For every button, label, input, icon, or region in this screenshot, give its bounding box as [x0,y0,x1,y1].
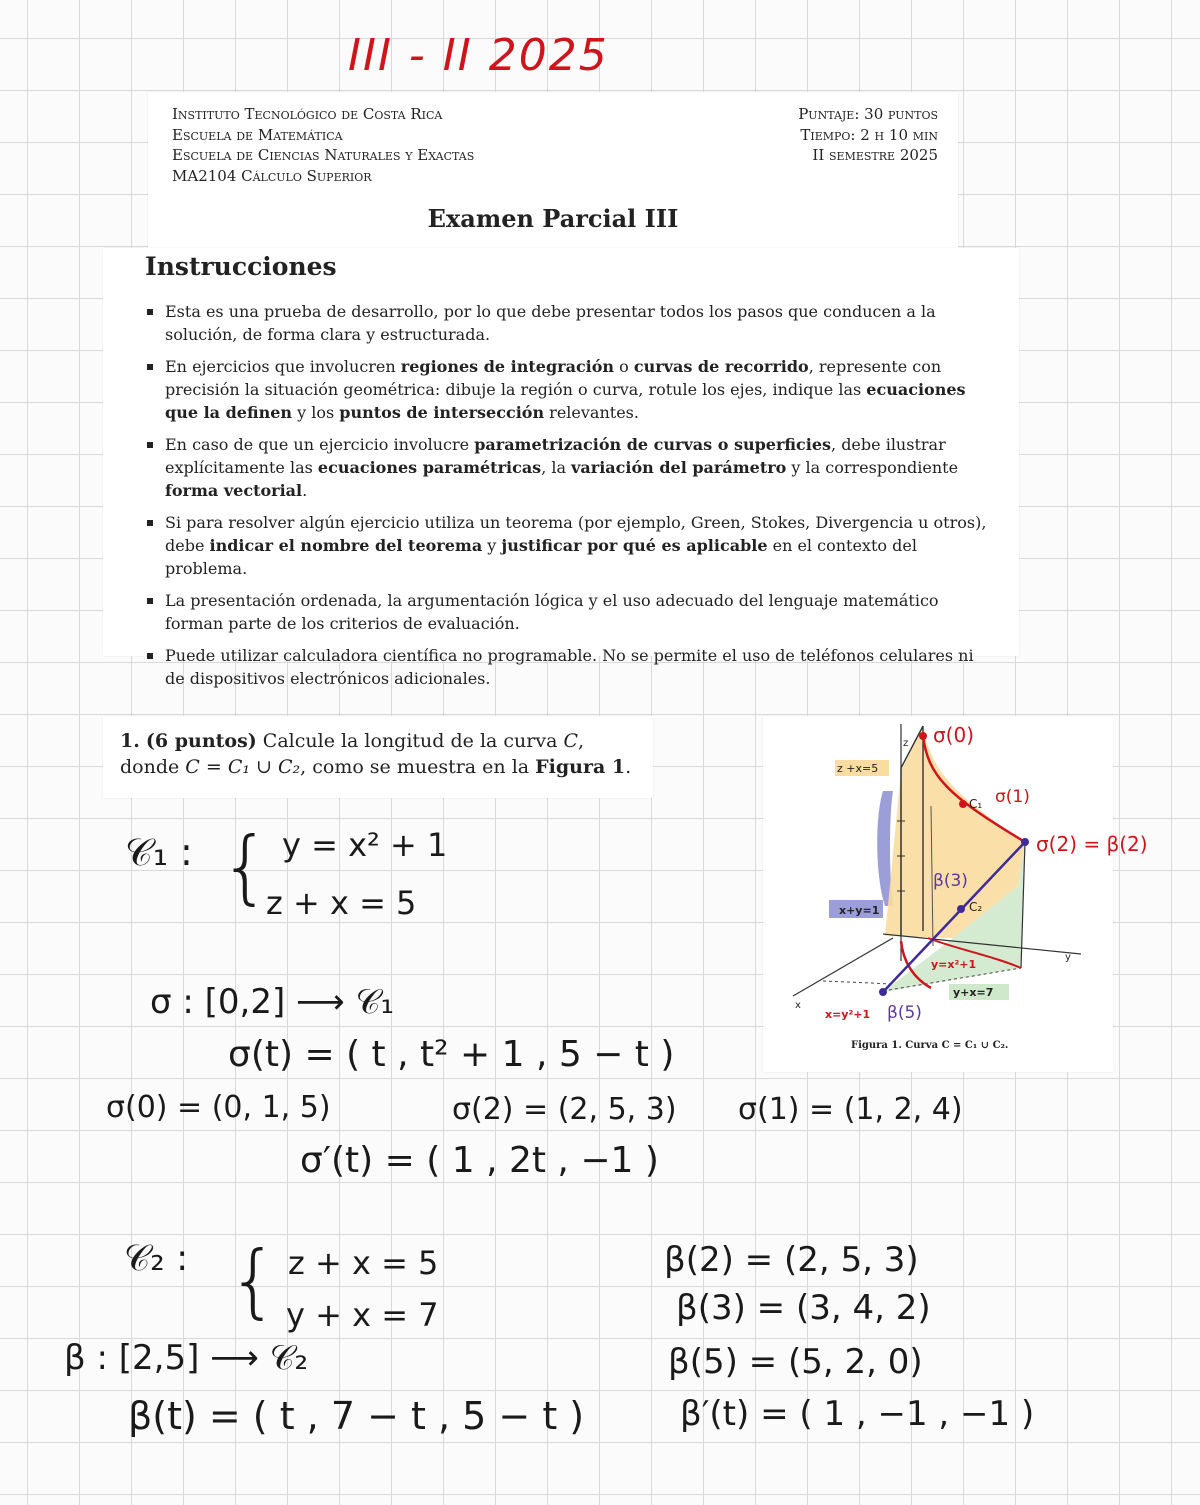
instructions-list [145,300,997,699]
instruction-item: Puede utilizar calculadora científica no programable. No se permite el uso de teléfonos celulares ni de dispositivos electrónicos adicionales. [145,644,997,690]
note-c1-eq2: z + x = 5 [266,884,417,922]
instructions-card [103,248,1019,688]
note-sigma-1: σ(1) = (1, 2, 4) [738,1092,963,1127]
institution-line: Escuela de Ciencias Naturales y Exactas [172,146,475,164]
point-sigma2 [1021,838,1029,846]
figure-1 [763,716,1113,1072]
annotation-beta3: β(3) [933,871,968,891]
note-beta-5: β(5) = (5, 2, 0) [668,1342,923,1382]
instructions-title: Instrucciones [145,252,337,281]
label-plane-zx: z +x=5 [837,762,879,775]
point-sigma0 [919,732,927,740]
label-plane-yx7: y+x=7 [953,986,994,999]
annotation-sigma0: σ(0) [933,723,975,747]
label-c1: C₁ [969,797,983,811]
problem-1-card [103,716,653,798]
note-sigma-0: σ(0) = (0, 1, 5) [106,1090,331,1125]
score-line: Puntaje: 30 puntos [798,105,938,123]
exam-title: Examen Parcial III [427,204,679,233]
exam-header [148,92,958,248]
note-sigma-2: σ(2) = (2, 5, 3) [452,1092,677,1127]
axis-x-label: x [795,1000,801,1011]
axis-x-line [793,938,893,996]
problem-1-statement: 1. (6 puntos) Calcule la longitud de la curva C, donde C = C₁ ∪ C₂, como se muestra en la Figura 1. [120,730,632,778]
course-line: MA2104 Cálculo Superior [172,166,372,185]
note-c1-eq1: y = x² + 1 [282,826,448,864]
instruction-item: Esta es una prueba de desarrollo, por lo que debe presentar todos los pasos que conducen a la solución, de forma clara y estructurada. [145,300,997,346]
annotation-sigma2-beta2: σ(2) = β(2) [1036,832,1148,856]
figure-caption: Figura 1. Curva C = C₁ ∪ C₂. [851,1040,1009,1051]
note-c2-eq2: y + x = 7 [286,1296,439,1334]
brace-c2: { [228,1234,279,1327]
note-c2-eq1: z + x = 5 [288,1244,439,1282]
point-sigma1 [959,800,967,808]
institution-block [172,104,474,186]
axis-z-label: z [903,738,909,749]
semester-line: II semestre 2025 [812,146,938,164]
annotation-beta5: β(5) [887,1003,922,1023]
label-curve-xy2: x=y²+1 [825,1008,871,1021]
note-c2-label: 𝒞₂ : [124,1238,189,1279]
note-beta-map: β : [2,5] ⟶ 𝒞₂ [64,1338,309,1378]
axis-y-label: y [1065,952,1071,963]
note-beta-t: β(t) = ( t , 7 − t , 5 − t ) [128,1394,585,1438]
note-beta-3: β(3) = (3, 4, 2) [676,1288,931,1328]
brace-c1: { [220,820,271,913]
point-beta5 [879,988,887,996]
point-beta3 [957,905,965,913]
institution-line: Escuela de Matemática [172,125,343,144]
handwritten-date: III - II 2025 [348,30,609,81]
instruction-item: Si para resolver algún ejercicio utiliza un teorema (por ejemplo, Green, Stokes, Divergencia u otros), debe indicar el nombre del teorema y justificar por qué es aplicable en el contexto del problema. [145,511,997,580]
institution-line: Instituto Tecnológico de Costa Rica [172,105,443,123]
instruction-item: En caso de que un ejercicio involucre parametrización de curvas o superficies, debe ilustrar explícitamente las ecuaciones paramétricas, la variación del parámetro y la correspondiente forma vectorial. [145,433,997,502]
instruction-item: La presentación ordenada, la argumentación lógica y el uso adecuado del lenguaje matemático forman parte de los criterios de evaluación. [145,589,997,635]
note-sigma-prime: σ′(t) = ( 1 , 2t , −1 ) [300,1140,659,1181]
annotation-sigma1: σ(1) [995,787,1030,807]
label-curve-parabola: y=x²+1 [931,958,977,971]
figure-1-diagram [763,716,1113,1072]
label-plane-xy1: x+y=1 [839,904,880,917]
instruction-item: En ejercicios que involucren regiones de integración o curvas de recorrido, represente con precisión la situación geométrica: dibuje la región o curva, rotule los ejes, indique las ecuaciones que la definen y los puntos de intersección relevantes. [145,355,997,424]
note-beta-2: β(2) = (2, 5, 3) [664,1240,919,1280]
exam-meta-block [798,104,938,166]
time-line: Tiempo: 2 h 10 min [800,125,938,144]
label-c2: C₂ [969,900,983,914]
note-c1-label: 𝒞₁ : [125,830,193,874]
note-sigma-map: σ : [0,2] ⟶ 𝒞₁ [150,982,394,1022]
note-sigma-t: σ(t) = ( t , t² + 1 , 5 − t ) [228,1034,675,1075]
note-beta-prime: β′(t) = ( 1 , −1 , −1 ) [680,1394,1035,1434]
